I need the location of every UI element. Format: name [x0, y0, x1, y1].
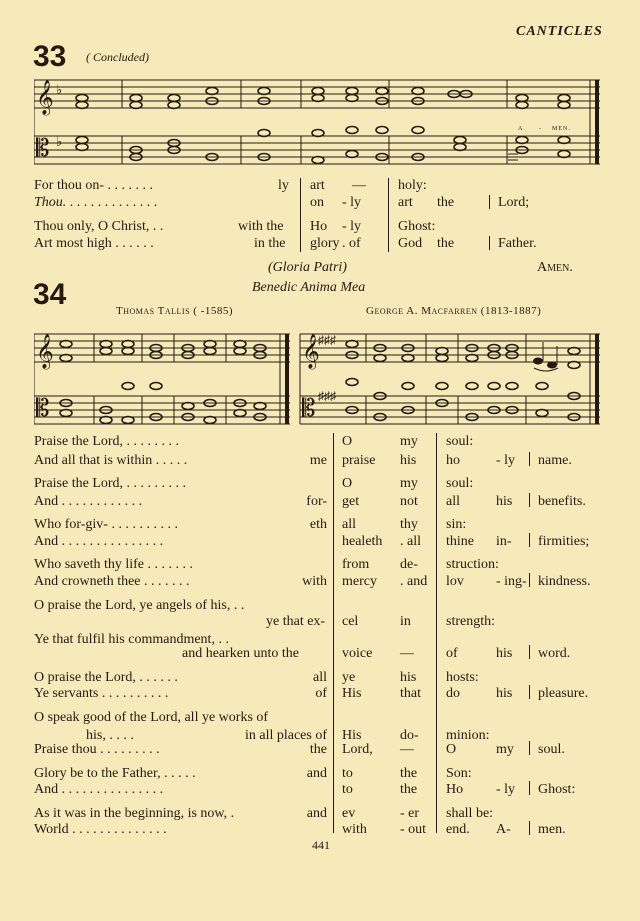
c34-row3: Praise the Lord, . . . . . . . . . — [34, 476, 187, 491]
c34-row13: O praise the Lord, . . . . . . — [34, 670, 178, 685]
c34-row21-e: end. — [446, 822, 470, 837]
c34-divider-4 — [529, 493, 530, 507]
c33-row2-d: - ly — [342, 195, 362, 210]
c33-row3-b: with the — [238, 219, 284, 234]
c33-row2-f: the — [437, 195, 455, 210]
c34-row8-e: lov — [446, 574, 464, 589]
c34-row3-d: my — [400, 476, 418, 491]
c34-row2-e: ho — [446, 453, 460, 468]
c33-row4-a: Art most high — [34, 236, 112, 251]
c34-row8-c: mercy — [342, 574, 377, 589]
c34-row13-e: hosts: — [446, 670, 479, 685]
c34-row19-a: And — [34, 782, 59, 797]
c34-row12-e: of — [446, 646, 458, 661]
c34-row3-c: O — [342, 476, 353, 491]
c33-row1-d: — — [352, 178, 366, 193]
c34-row4: And . . . . . . . . . . . . — [34, 494, 143, 509]
c34-row21-f: A- — [496, 822, 511, 837]
c34-row8-g: kindness. — [538, 574, 591, 589]
c34-divider-2 — [436, 433, 437, 833]
c34-row12-c: voice — [342, 646, 373, 661]
c34-row14-d: that — [400, 686, 421, 701]
c33-row1-e: holy: — [398, 178, 427, 193]
c34-row6-c: healeth — [342, 534, 383, 549]
c34-row5-b: eth — [309, 517, 327, 532]
c34-row14-a: Ye servants — [34, 686, 99, 701]
c34-row2-a: And all that is within — [34, 453, 153, 468]
c34-row13-c: ye — [342, 670, 356, 685]
c34-row20-d: - er — [400, 806, 420, 821]
c34-row19-c: to — [342, 782, 353, 797]
c34-divider-5 — [529, 533, 530, 547]
c33-row3-e: Ghost: — [398, 219, 436, 234]
c34-row13-b: all — [313, 670, 327, 685]
c34-row19: And . . . . . . . . . . . . . . . — [34, 782, 164, 797]
c34-row1-c: O — [342, 434, 353, 449]
c34-row1-a: Praise the Lord, — [34, 434, 124, 449]
c34-row3-e: soul: — [446, 476, 474, 491]
c33-row4-e: God — [398, 236, 423, 251]
svg-text:𝄡: 𝄡 — [302, 394, 316, 422]
c34-row1-d: my — [400, 434, 418, 449]
c34-row2-c: praise — [342, 453, 376, 468]
c33-row3: Thou only, O Christ, . . — [34, 219, 164, 234]
c34-row16-a: his, — [86, 728, 106, 743]
chant-33-note: ( Concluded) — [86, 50, 149, 64]
c34-row21-g: men. — [538, 822, 566, 837]
c33-row1: For thou on- . . . . . . . — [34, 178, 153, 193]
c34-row21-d: - out — [400, 822, 427, 837]
c34-row17-f: my — [496, 742, 514, 757]
c34-row5-a: Who for-giv- — [34, 517, 108, 532]
c34-row21-a: World — [34, 822, 69, 837]
c33-divider-2 — [388, 178, 389, 252]
c34-row20-b: and — [306, 806, 327, 821]
c34-row15 — [34, 709, 268, 726]
c34-row15-a: O speak good of the Lord, all ye works of — [34, 710, 269, 725]
c34-row6-f: in- — [496, 534, 512, 549]
composer-tallis: Thomas Tallis ( -1585) — [116, 305, 234, 317]
c34-row9-a: O praise the Lord, ye angels of his, — [34, 598, 231, 613]
c34-row7-d: de- — [400, 557, 418, 572]
c33-row4-g: Father. — [498, 236, 537, 251]
c34-row12-a: and hearken unto the — [182, 646, 300, 661]
svg-text:𝄞: 𝄞 — [302, 334, 320, 369]
c34-row9: O praise the Lord, ye angels of his, . . — [34, 598, 245, 613]
c34-row4-e: all — [446, 494, 460, 509]
c34-row16: his, . . . . — [86, 728, 134, 743]
c34-row18-e: Son: — [446, 766, 472, 781]
c34-row4-c: get — [342, 494, 360, 509]
c33-row1-b: ly — [278, 178, 289, 193]
c34-row14-e: do — [446, 686, 460, 701]
c33-divider-1 — [300, 178, 301, 252]
c33-row4-c: glory — [310, 236, 340, 251]
c33-row3-a: Thou only, O Christ, — [34, 219, 150, 234]
chant-number-34: 34 — [33, 278, 67, 311]
c33-row4: Art most high . . . . . . — [34, 236, 154, 251]
c34-row2-g: name. — [538, 453, 572, 468]
composer-macfarren: George A. Macfarren (1813-1887) — [366, 305, 542, 317]
svg-text:♭: ♭ — [56, 134, 63, 149]
c34-row1: Praise the Lord, . . . . . . . . — [34, 434, 180, 449]
c34-row8-f: - ing- — [496, 574, 527, 589]
c33-row1-a: For thou on- — [34, 178, 104, 193]
c34-row19-e: Ho — [446, 782, 464, 797]
c34-row4-g: benefits. — [538, 494, 586, 509]
chant-34-title: Benedic Anima Mea — [252, 280, 366, 295]
svg-text:𝄡: 𝄡 — [36, 134, 50, 162]
c34-row6-g: firmities; — [538, 534, 590, 549]
c34-row8: And crowneth thee . . . . . . . — [34, 574, 190, 589]
c33-row2-e: art — [398, 195, 413, 210]
c34-row12-g: word. — [538, 646, 571, 661]
c34-divider-3 — [529, 452, 530, 466]
c33-row1-c: art — [310, 178, 325, 193]
c34-row12-f: his — [496, 646, 513, 661]
page-number: 441 — [312, 838, 330, 852]
c34-row2-b: me — [309, 453, 327, 468]
c34-row17-b: the — [309, 742, 327, 757]
c33-row2: Thou. . . . . . . . . . . . . . — [34, 195, 158, 210]
c34-row5-c: all — [342, 517, 356, 532]
c34-row17-e: O — [446, 742, 457, 757]
c34-divider-9 — [529, 685, 530, 699]
c34-row19-f: - ly — [496, 782, 516, 797]
c34-row17-g: soul. — [538, 742, 565, 757]
c34-row11: Ye that fulfil his commandment, . . — [34, 632, 229, 647]
c34-row18-c: to — [342, 766, 353, 781]
c34-row18-d: the — [400, 766, 418, 781]
svg-text:♯♯♯: ♯♯♯ — [318, 333, 336, 347]
c34-row10-d: in — [400, 614, 411, 629]
c34-row6-d: . all — [400, 534, 421, 549]
c34-row12 — [182, 645, 299, 662]
c34-row17-a: Praise thou — [34, 742, 97, 757]
c34-row16-c: His — [342, 728, 362, 743]
c33-row4-b: in the — [254, 236, 286, 251]
c34-row5-e: sin: — [446, 517, 467, 532]
c34-row21: World . . . . . . . . . . . . . . — [34, 822, 167, 837]
c34-row14: Ye servants . . . . . . . . . . — [34, 686, 169, 701]
amen-word: Amen. — [537, 260, 573, 275]
c34-row2: And all that is within . . . . . — [34, 453, 188, 468]
c34-divider-1 — [333, 433, 334, 833]
svg-text:𝄡: 𝄡 — [36, 394, 50, 422]
amen-dash: - — [539, 126, 542, 132]
c34-row12-d: — — [400, 646, 414, 661]
c33-row3-d: - ly — [342, 219, 362, 234]
svg-text:𝄞: 𝄞 — [36, 80, 54, 115]
c33-row2-c: on — [310, 195, 324, 210]
c34-row20: As it was in the beginning, is now, . — [34, 806, 235, 821]
c34-row6: And . . . . . . . . . . . . . . . — [34, 534, 164, 549]
chant-34-music-score — [34, 320, 604, 430]
c33-row3-c: Ho — [310, 219, 328, 234]
c34-row21-c: with — [342, 822, 367, 837]
svg-text:♭: ♭ — [56, 82, 63, 97]
c34-row6-e: thine — [446, 534, 474, 549]
c34-row4-b: for- — [306, 494, 327, 509]
c34-row19-d: the — [400, 782, 418, 797]
c33-divider-4 — [489, 236, 490, 250]
c33-row4-d: . of — [342, 236, 361, 251]
c34-row20-a: As it was in the beginning, is now, — [34, 806, 228, 821]
c34-row2-d: his — [400, 453, 417, 468]
c33-row2-a: Thou. — [34, 195, 67, 210]
c34-row2-f: - ly — [496, 453, 516, 468]
amen-a: A — [518, 126, 524, 132]
c34-row8-a: And crowneth thee — [34, 574, 141, 589]
c34-divider-12 — [529, 821, 530, 835]
c34-row18-b: and — [306, 766, 327, 781]
chant-number-33: 33 — [33, 40, 67, 73]
c34-row7-e: struction: — [446, 557, 499, 572]
gloria-label: (Gloria Patri) — [268, 260, 347, 275]
c34-row19-g: Ghost: — [538, 782, 576, 797]
c34-divider-10 — [529, 741, 530, 755]
c34-row8-d: . and — [400, 574, 428, 589]
amen-men: MEN. — [552, 126, 571, 132]
section-header: CANTICLES — [516, 24, 603, 39]
c34-row16-b: in all places of — [244, 728, 327, 743]
c34-row14-b: of — [315, 686, 327, 701]
svg-text:𝄞: 𝄞 — [36, 334, 54, 369]
chant-33-music-score — [34, 74, 604, 174]
c34-row10 — [266, 613, 325, 630]
c34-row18-a: Glory be to the Father, — [34, 766, 161, 781]
c34-row7-c: from — [342, 557, 370, 572]
c34-row7-a: Who saveth thy life — [34, 557, 145, 572]
c33-divider-3 — [489, 195, 490, 209]
c34-row1-e: soul: — [446, 434, 474, 449]
c34-row8-b: with — [302, 574, 327, 589]
c34-divider-6 — [529, 573, 530, 587]
c34-row11-a: Ye that fulfil his commandment, — [34, 632, 215, 647]
c34-divider-11 — [529, 781, 530, 795]
c34-row20-c: ev — [342, 806, 356, 821]
c34-row17-d: — — [400, 742, 414, 757]
c34-row5-d: thy — [400, 517, 418, 532]
c34-row7: Who saveth thy life . . . . . . . — [34, 557, 194, 572]
c34-row16-e: minion: — [446, 728, 490, 743]
c34-row10-a: ye that ex- — [266, 614, 326, 629]
c34-row3-a: Praise the Lord, — [34, 476, 124, 491]
c34-row4-d: not — [400, 494, 418, 509]
c33-row2-g: Lord; — [498, 195, 530, 210]
c34-row6-a: And — [34, 534, 59, 549]
c34-row4-a: And — [34, 494, 59, 509]
c34-row5: Who for-giv- . . . . . . . . . . — [34, 517, 178, 532]
c33-row4-f: the — [437, 236, 455, 251]
c34-row18: Glory be to the Father, . . . . . — [34, 766, 196, 781]
c34-divider-7 — [436, 613, 437, 627]
c34-row10-e: strength: — [446, 614, 495, 629]
c34-row14-f: his — [496, 686, 513, 701]
c34-row17-c: Lord, — [342, 742, 373, 757]
c34-row16-d: do- — [400, 728, 419, 743]
c34-row10-c: cel — [342, 614, 359, 629]
c34-row14-c: His — [342, 686, 362, 701]
svg-text:♯♯♯: ♯♯♯ — [318, 389, 336, 403]
c34-row13-a: O praise the Lord, — [34, 670, 136, 685]
c34-row14-g: pleasure. — [538, 686, 589, 701]
c34-row13-d: his — [400, 670, 417, 685]
c34-divider-8 — [529, 645, 530, 659]
c34-row4-f: his — [496, 494, 513, 509]
c34-row20-e: shall be: — [446, 806, 494, 821]
c34-row17: Praise thou . . . . . . . . . — [34, 742, 160, 757]
